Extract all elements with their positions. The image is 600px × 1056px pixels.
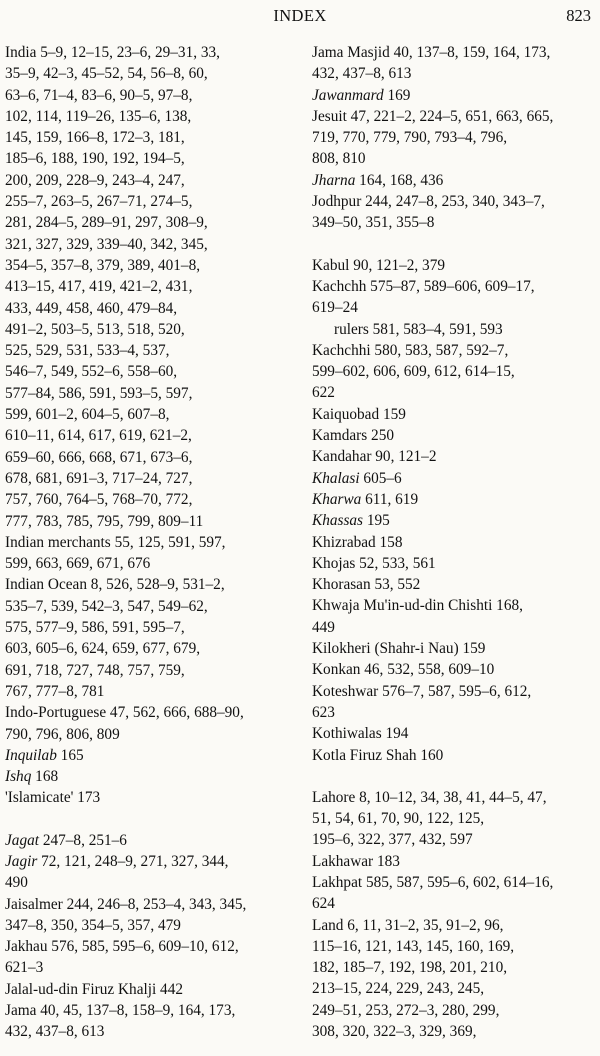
index-entry-line: 249–51, 253, 272–3, 280, 299, — [312, 1001, 500, 1019]
index-entry-line: Ishq 168 — [5, 768, 59, 786]
index-subentry — [312, 319, 598, 340]
index-headword: Jagat — [5, 831, 39, 849]
index-entry-line: 577–84, 586, 591, 593–5, 597, — [5, 384, 193, 402]
page-title: INDEX — [273, 6, 327, 25]
index-entry-line: Indian merchants 55, 125, 591, 597, — [5, 533, 226, 551]
index-entry-line: 145, 159, 166–8, 172–3, 181, — [5, 129, 185, 147]
index-headword: Jagir — [5, 852, 38, 870]
index-entry-line: 621–3 — [5, 959, 44, 977]
index-entry-line: Konkan 46, 532, 558, 609–10 — [312, 661, 495, 679]
index-entry — [5, 830, 295, 851]
index-entry-line: Jesuit 47, 221–2, 224–5, 651, 663, 665, — [312, 107, 554, 125]
index-entry-line: 691, 718, 727, 748, 757, 759, — [5, 661, 185, 679]
index-entry-line: Lakhawar 183 — [312, 852, 400, 870]
index-entry-line: 757, 760, 764–5, 768–70, 772, — [5, 491, 193, 509]
index-entry — [5, 574, 295, 702]
index-entry — [5, 894, 295, 937]
index-entry — [312, 638, 598, 659]
index-entry-line: 790, 796, 806, 809 — [5, 725, 120, 743]
index-headword: Inquilab — [5, 746, 57, 764]
index-entry-line: Kotla Firuz Shah 160 — [312, 746, 444, 764]
index-entry-line: 777, 783, 785, 795, 799, 809–11 — [5, 512, 204, 530]
index-entry-line: Kabul 90, 121–2, 379 — [312, 256, 445, 274]
index-entry-line: 603, 605–6, 624, 659, 677, 679, — [5, 640, 201, 658]
index-entry-line: Kaiquobad 159 — [312, 405, 406, 423]
index-entry-line: 347–8, 350, 354–5, 357, 479 — [5, 916, 181, 934]
index-entry-line: Inquilab 165 — [5, 746, 84, 764]
index-entry — [312, 532, 598, 553]
index-entry-line: 185–6, 188, 190, 192, 194–5, — [5, 150, 185, 168]
index-entry — [312, 745, 598, 766]
index-entry-line: Jalal-ud-din Firuz Khalji 442 — [5, 980, 184, 998]
index-entry — [312, 42, 598, 85]
index-entry-line: 546–7, 549, 552–6, 558–60, — [5, 363, 178, 381]
index-entry — [5, 745, 295, 766]
index-entry-line: Kothiwalas 194 — [312, 725, 409, 743]
index-entry-line: 51, 54, 61, 70, 90, 122, 125, — [312, 810, 485, 828]
index-entry-line: Kharwa 611, 619 — [312, 490, 419, 508]
index-entry-line: Lahore 8, 10–12, 34, 38, 41, 44–5, 47, — [312, 788, 547, 806]
index-entry — [312, 595, 598, 638]
index-entry-line: 35–9, 42–3, 45–52, 54, 56–8, 60, — [5, 65, 208, 83]
index-entry-line: Lakhpat 585, 587, 595–6, 602, 614–16, — [312, 873, 554, 891]
index-entry-line: Khizrabad 158 — [312, 533, 403, 551]
index-entry — [312, 489, 598, 510]
index-entry — [312, 425, 598, 446]
index-entry-line: Indo-Portuguese 47, 562, 666, 688–90, — [5, 704, 244, 722]
index-entry-line: Jagat 247–8, 251–6 — [5, 831, 127, 849]
index-entry — [312, 446, 598, 467]
index-entry-line: 449 — [312, 618, 335, 636]
index-entry-line: 182, 185–7, 192, 198, 201, 210, — [312, 959, 508, 977]
index-entry — [5, 1000, 295, 1043]
letter-section-gap — [5, 809, 295, 830]
index-entry-line: 491–2, 503–5, 513, 518, 520, — [5, 320, 185, 338]
index-entry-line: 623 — [312, 703, 335, 721]
index-entry — [312, 872, 598, 915]
index-headword: Jawanmard — [312, 86, 384, 104]
index-entry-line: 678, 681, 691–3, 717–24, 727, — [5, 469, 193, 487]
index-entry-line: Kachchhi 580, 583, 587, 592–7, — [312, 341, 509, 359]
index-entry-line: 200, 209, 228–9, 243–4, 247, — [5, 171, 185, 189]
index-entry-line: Kamdars 250 — [312, 427, 394, 445]
index-entry — [312, 659, 598, 680]
index-entry-line: Kilokheri (Shahr-i Nau) 159 — [312, 640, 486, 658]
index-entry — [312, 681, 598, 724]
index-headword: Jharna — [312, 171, 356, 189]
index-entry-line: Land 6, 11, 31–2, 35, 91–2, 96, — [312, 916, 504, 934]
index-entry-line: 433, 449, 458, 460, 479–84, — [5, 299, 178, 317]
index-entry-line: Khalasi 605–6 — [312, 469, 402, 487]
index-entry — [312, 468, 598, 489]
index-entry-line: Jagir 72, 121, 248–9, 271, 327, 344, — [5, 852, 229, 870]
page-number: 823 — [566, 6, 591, 25]
index-entry-line: Jakhau 576, 585, 595–6, 609–10, 612, — [5, 938, 239, 956]
index-entry-line: India 5–9, 12–15, 23–6, 29–31, 33, — [5, 44, 220, 61]
index-entry-line: Koteshwar 576–7, 587, 595–6, 612, — [312, 682, 532, 700]
letter-section-gap — [312, 234, 598, 255]
index-entry-line: rulers 581, 583–4, 591, 593 — [334, 320, 503, 338]
index-column-left — [5, 42, 295, 1043]
index-entry — [312, 170, 598, 191]
index-entry-line: 432, 437–8, 613 — [312, 65, 412, 83]
index-entry-line: 619–24 — [312, 299, 358, 317]
index-headword: Khassas — [312, 512, 364, 530]
index-entry-line: Jharna 164, 168, 436 — [312, 171, 444, 189]
index-entry — [5, 936, 295, 979]
index-entry — [312, 404, 598, 425]
index-entry-line: Khassas 195 — [312, 512, 390, 530]
index-entry-line: Khorasan 53, 552 — [312, 576, 421, 594]
index-entry-line: 115–16, 121, 143, 145, 160, 169, — [312, 937, 515, 955]
index-entry-line: 624 — [312, 895, 335, 913]
index-entry-line: 719, 770, 779, 790, 793–4, 796, — [312, 129, 508, 147]
index-entry — [312, 85, 598, 106]
index-entry-line: Jama 40, 45, 137–8, 158–9, 164, 173, — [5, 1002, 236, 1020]
index-entry — [312, 255, 598, 276]
index-entry — [312, 915, 598, 1043]
index-entry-line: 195–6, 322, 377, 432, 597 — [312, 831, 473, 849]
index-entry-line: 535–7, 539, 542–3, 547, 549–62, — [5, 597, 208, 615]
index-entry — [312, 340, 598, 404]
index-entry — [312, 574, 598, 595]
index-entry-line: Khwaja Mu'in-ud-din Chishti 168, — [312, 597, 523, 615]
index-entry-line: 213–15, 224, 229, 243, 245, — [312, 980, 485, 998]
index-entry — [312, 276, 598, 319]
index-entry-line: 525, 529, 531, 533–4, 537, — [5, 342, 170, 360]
index-entry-line: 610–11, 614, 617, 619, 621–2, — [5, 427, 192, 445]
index-entry-line: Khojas 52, 533, 561 — [312, 554, 436, 572]
index-entry-line: 767, 777–8, 781 — [5, 682, 105, 700]
index-entry-line: 255–7, 263–5, 267–71, 274–5, — [5, 193, 193, 211]
running-head — [0, 3, 600, 29]
index-entry-line: Jaisalmer 244, 246–8, 253–4, 343, 345, — [5, 895, 247, 913]
index-entry-line: 599–602, 606, 609, 612, 614–15, — [312, 363, 515, 381]
index-entry — [312, 191, 598, 234]
index-headword: Ishq — [5, 768, 32, 786]
index-entry — [312, 851, 598, 872]
index-entry-line: Indian Ocean 8, 526, 528–9, 531–2, — [5, 576, 225, 594]
index-entry — [5, 979, 295, 1000]
index-entry — [5, 702, 295, 745]
index-entry — [312, 106, 598, 170]
index-headword: Kharwa — [312, 490, 362, 508]
index-entry-line: 102, 114, 119–26, 135–6, 138, — [5, 107, 192, 125]
index-entry-line: 659–60, 666, 668, 671, 673–6, — [5, 448, 193, 466]
index-entry — [312, 510, 598, 531]
index-entry-line: 308, 320, 322–3, 329, 369, — [312, 1023, 477, 1041]
index-entry-line: Kachchh 575–87, 589–606, 609–17, — [312, 277, 535, 295]
index-headword: Khalasi — [312, 469, 360, 487]
index-entry-line: 490 — [5, 874, 28, 892]
index-column-right — [312, 42, 598, 1042]
index-entry-line: 321, 327, 329, 339–40, 342, 345, — [5, 235, 208, 253]
index-entry-line: Jawanmard 169 — [312, 86, 411, 104]
index-entry-line: 413–15, 417, 419, 421–2, 431, — [5, 278, 193, 296]
index-entry-line: 808, 810 — [312, 150, 366, 168]
index-entry-line: 63–6, 71–4, 83–6, 90–5, 97–8, — [5, 86, 193, 104]
index-entry-line: 281, 284–5, 289–91, 297, 308–9, — [5, 214, 208, 232]
index-entry — [312, 787, 598, 851]
index-entry-line: 349–50, 351, 355–8 — [312, 214, 435, 232]
index-entry — [5, 42, 295, 532]
index-entry-line: Jama Masjid 40, 137–8, 159, 164, 173, — [312, 44, 551, 61]
index-entry — [312, 553, 598, 574]
letter-section-gap — [312, 766, 598, 787]
index-entry-line: Kandahar 90, 121–2 — [312, 448, 437, 466]
index-entry — [5, 532, 295, 575]
index-entry-line: 'Islamicate' 173 — [5, 789, 101, 807]
index-entry-line: Jodhpur 244, 247–8, 253, 340, 343–7, — [312, 193, 545, 211]
index-entry-line: 599, 601–2, 604–5, 607–8, — [5, 406, 170, 424]
index-entry-line: 432, 437–8, 613 — [5, 1023, 105, 1041]
index-entry-line: 575, 577–9, 586, 591, 595–7, — [5, 619, 185, 637]
index-entry — [5, 851, 295, 894]
index-entry — [312, 723, 598, 744]
index-entry-line: 354–5, 357–8, 379, 389, 401–8, — [5, 256, 201, 274]
index-entry — [5, 766, 295, 787]
index-entry-line: 599, 663, 669, 671, 676 — [5, 555, 151, 573]
index-entry-line: 622 — [312, 384, 335, 402]
index-entry — [5, 787, 295, 808]
